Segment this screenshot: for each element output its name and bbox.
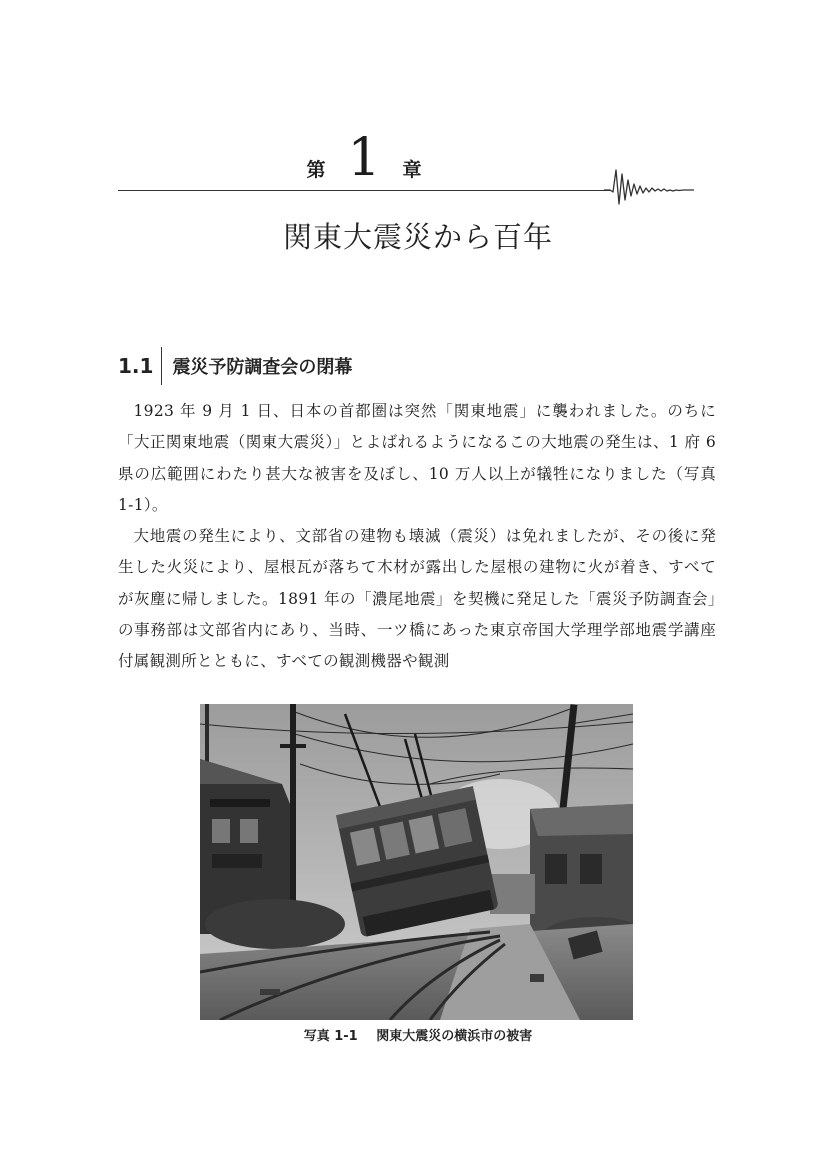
earthquake-photo <box>200 704 633 1020</box>
paragraph-2: 大地震の発生により、文部省の建物も壊滅（震災）は免れましたが、その後に発生した火災により、屋根瓦が落ちて木材が露出した屋根の建物に火が着き、すべてが灰塵に帰しました。1891 年の「濃尾地震」を契機に発足した「震災予防調査会」の事務部は文部省内にあり、当時、一ツ橋にあった東京帝国大学理学部地震学講座付属観測所とともに、すべての観測機器や観測 <box>118 527 716 671</box>
body-text <box>118 396 716 678</box>
section-title: 震災予防調査会の閉幕 <box>172 357 353 378</box>
figure-caption-text: 関東大震災の横浜市の被害 <box>376 1029 533 1044</box>
chapter-title: 関東大震災から百年 <box>282 220 553 254</box>
chapter-number: 1 <box>347 128 381 188</box>
figure-caption <box>118 1027 718 1047</box>
chapter-prefix: 第 <box>306 159 326 181</box>
earthquake-photo-illustration <box>200 704 633 1020</box>
chapter-label <box>118 128 610 190</box>
chapter-rule <box>118 190 610 191</box>
chapter-header <box>118 128 718 210</box>
section-number: 1.1 <box>118 354 154 378</box>
section-divider <box>161 347 162 385</box>
figure-label: 写真 1-1 <box>303 1029 358 1044</box>
section-heading <box>118 346 352 386</box>
chapter-suffix: 章 <box>402 159 422 181</box>
paragraph-1: 1923 年 9 月 1 日、日本の首都圏は突然「関東地震」に襲われました。のちに「大正関東地震（関東大震災）」とよばれるようになるこの大地震の発生は、1 府 6 県の広範囲にわたり甚大な被害を及ぼし、10 万人以上が犠牲になりました（写真 1-1）。 <box>118 402 716 514</box>
seismograph-wave-icon <box>604 160 718 210</box>
